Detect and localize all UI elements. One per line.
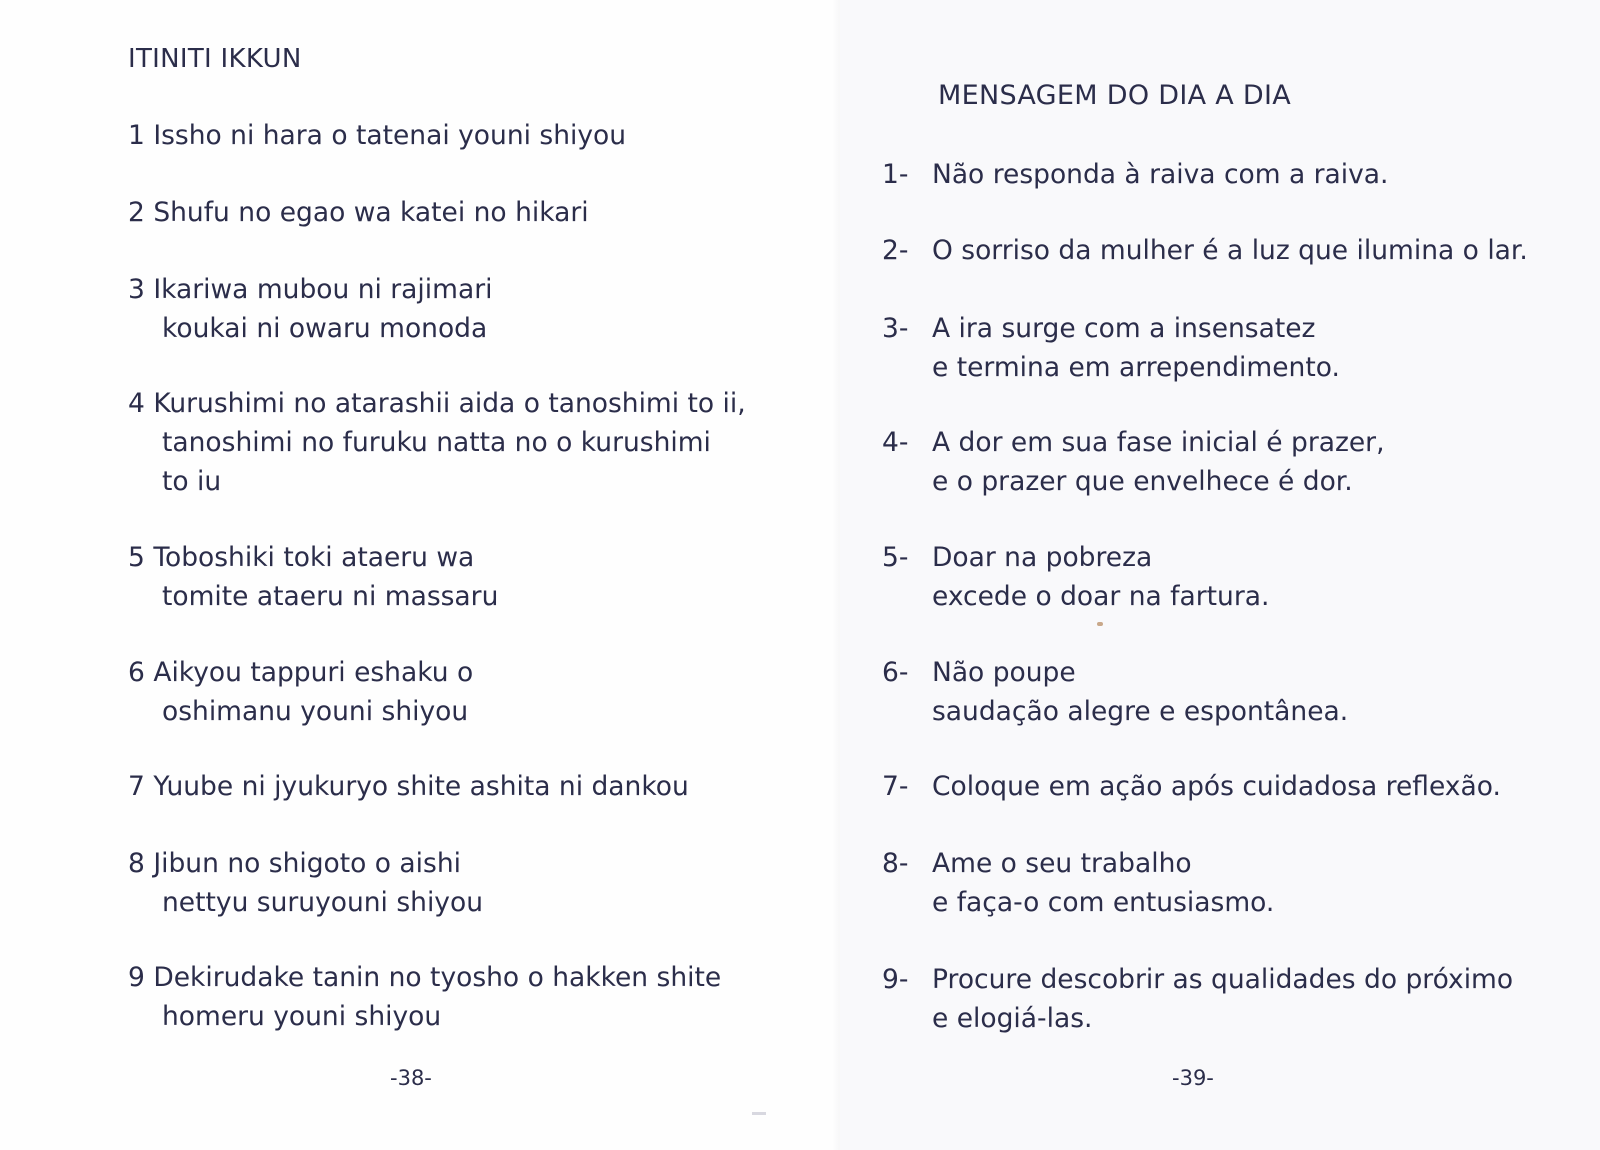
item-text: Shufu no egao wa katei no hikari [153,197,589,228]
item-number: 4 [128,388,145,419]
item-text: Ame o seu trabalho [932,848,1192,879]
right-page-number: -39- [1172,1066,1214,1090]
list-item [128,116,626,155]
item-number: 8 [128,848,145,879]
item-number: 2 [128,197,145,228]
item-text-continuation: tanoshimi no furuku natta no o kurushimi [162,427,711,458]
item-text: Doar na pobreza [932,542,1153,573]
list-item [128,270,492,348]
item-text: A dor em sua fase inicial é prazer, [932,427,1385,458]
item-number: 5- [882,542,909,573]
item-text-continuation: nettyu suruyouni shiyou [162,887,484,918]
list-item [128,958,721,1036]
item-text: Yuube ni jyukuryo shite ashita ni dankou [153,771,689,802]
item-number: 9- [882,964,909,995]
item-text: Kurushimi no atarashii aida o tanoshimi to ii, [153,388,746,419]
paper-mark [752,1112,766,1115]
item-text: Não responda à raiva com a raiva. [932,159,1389,190]
item-number: 4- [882,427,909,458]
left-page-title: ITINITI IKKUN [128,44,302,74]
item-text-continuation: e termina em arrependimento. [932,352,1340,383]
list-item [882,309,1340,387]
item-number: 9 [128,962,145,993]
list-item [882,653,1348,731]
item-text-continuation: e o prazer que envelhece é dor. [932,466,1353,497]
item-text-continuation: oshimanu youni shiyou [162,696,469,727]
item-text: Ikariwa mubou ni rajimari [153,274,493,305]
item-text: Aikyou tappuri eshaku o [153,657,474,688]
item-text: O sorriso da mulher é a luz que ilumina o lar. [932,235,1528,266]
item-text: A ira surge com a insensatez [932,313,1316,344]
right-page-title: MENSAGEM DO DIA A DIA [938,80,1292,111]
item-number: 1- [882,159,909,190]
list-item [128,193,589,232]
item-text: Toboshiki toki ataeru wa [153,542,475,573]
left-page-number: -38- [390,1066,432,1090]
item-text-continuation: e faça-o com entusiasmo. [932,887,1275,918]
item-number: 7 [128,771,145,802]
item-number: 1 [128,120,145,151]
item-text: Coloque em ação após cuidadosa reflexão. [932,771,1501,802]
item-number: 6 [128,657,145,688]
list-item [128,767,689,806]
list-item [882,960,1513,1038]
paper-speck [1097,622,1103,626]
item-text: Dekirudake tanin no tyosho o hakken shite [153,962,722,993]
right-page [840,0,1600,1150]
item-text-continuation: koukai ni owaru monoda [162,313,488,344]
list-item [882,231,1528,270]
list-item [882,538,1269,616]
list-item [128,384,746,501]
item-text-continuation: saudação alegre e espontânea. [932,696,1349,727]
list-item [128,653,473,731]
item-text-continuation: e elogiá-las. [932,1003,1093,1034]
item-text: Não poupe [932,657,1076,688]
item-text: Jibun no shigoto o aishi [153,848,461,879]
item-number: 6- [882,657,909,688]
item-text: Procure descobrir as qualidades do próximo [932,964,1514,995]
item-number: 5 [128,542,145,573]
item-text-continuation: tomite ataeru ni massaru [162,581,499,612]
item-number: 2- [882,235,909,266]
list-item [882,423,1385,501]
item-text: Issho ni hara o tatenai youni shiyou [153,120,627,151]
item-text-continuation: to iu [162,466,222,497]
item-number: 3 [128,274,145,305]
list-item [882,844,1274,922]
list-item [882,767,1501,806]
list-item [882,155,1388,194]
item-text-continuation: homeru youni shiyou [162,1001,442,1032]
item-text-continuation: excede o doar na fartura. [932,581,1270,612]
list-item [128,844,483,922]
item-number: 8- [882,848,909,879]
item-number: 7- [882,771,909,802]
list-item [128,538,498,616]
item-number: 3- [882,313,909,344]
